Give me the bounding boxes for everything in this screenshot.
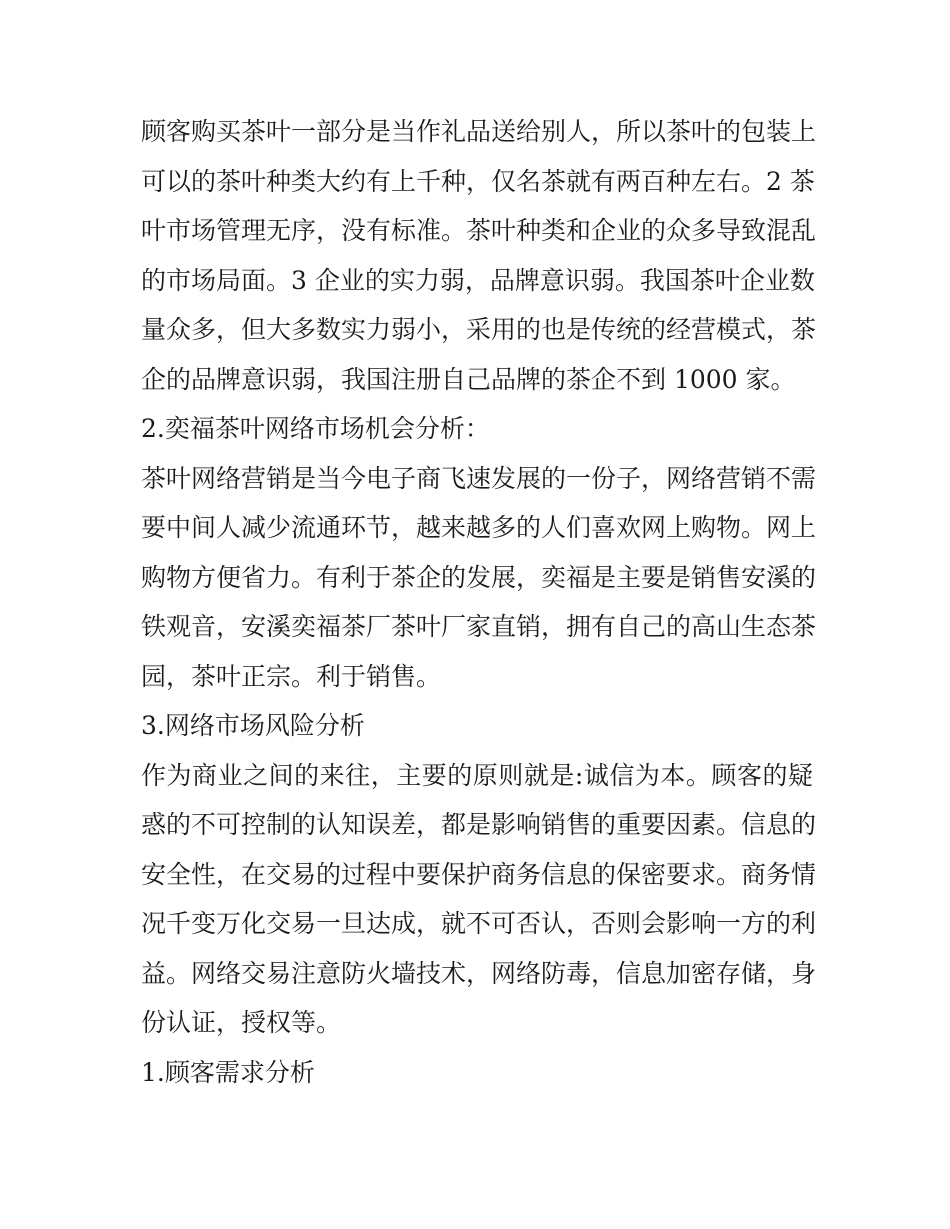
section-heading: 1.顾客需求分析 xyxy=(141,1057,315,1087)
paragraph-line: 量众多，但大多数实力弱小，采用的也是传统的经营模式，茶 xyxy=(141,315,817,344)
paragraph-line: 份认证，授权等。 xyxy=(141,1008,342,1037)
paragraph-line: 购物方便省力。有利于茶企的发展，奕福是主要是销售安溪的 xyxy=(141,562,817,592)
section-heading: 3.网络市场风险分析 xyxy=(141,711,365,740)
paragraph-line: 茶叶网络营销是当今电子商飞速发展的一份子，网络营销不需 xyxy=(141,463,817,493)
paragraph-line: 企的品牌意识弱，我国注册自己品牌的茶企不到 1000 家。 xyxy=(141,364,796,394)
section-heading: 2.奕福茶叶网络市场机会分析： xyxy=(141,414,490,443)
paragraph-line: 益。网络交易注意防火墙技术，网络防毒，信息加密存储，身 xyxy=(141,958,817,988)
paragraph-line: 顾客购买茶叶一部分是当作礼品送给别人，所以茶叶的包装上 xyxy=(141,117,817,146)
paragraph-line: 铁观音，安溪奕福茶厂茶叶厂家直销，拥有自己的高山生态茶 xyxy=(141,612,817,641)
paragraph-line: 叶市场管理无序，没有标准。茶叶种类和企业的众多导致混乱 xyxy=(141,216,817,245)
paragraph-line: 的市场局面。3 企业的实力弱，品牌意识弱。我国茶叶企业数 xyxy=(141,265,815,295)
document-body xyxy=(141,107,817,1097)
paragraph-line: 园，茶叶正宗。利于销售。 xyxy=(141,661,442,691)
paragraph-line: 可以的茶叶种类大约有上千种，仅名茶就有两百种左右。2 茶 xyxy=(141,166,815,196)
paragraph-line: 要中间人减少流通环节，越来越多的人们喜欢网上购物。网上 xyxy=(141,513,817,542)
paragraph-line: 作为商业之间的来往，主要的原则就是:诚信为本。顾客的疑 xyxy=(141,760,813,790)
paragraph-line: 况千变万化交易一旦达成，就不可否认，否则会影响一方的利 xyxy=(141,909,817,938)
paragraph-line: 惑的不可控制的认知误差，都是影响销售的重要因素。信息的 xyxy=(141,810,817,839)
paragraph-line: 安全性，在交易的过程中要保护商务信息的保密要求。商务情 xyxy=(141,859,817,889)
